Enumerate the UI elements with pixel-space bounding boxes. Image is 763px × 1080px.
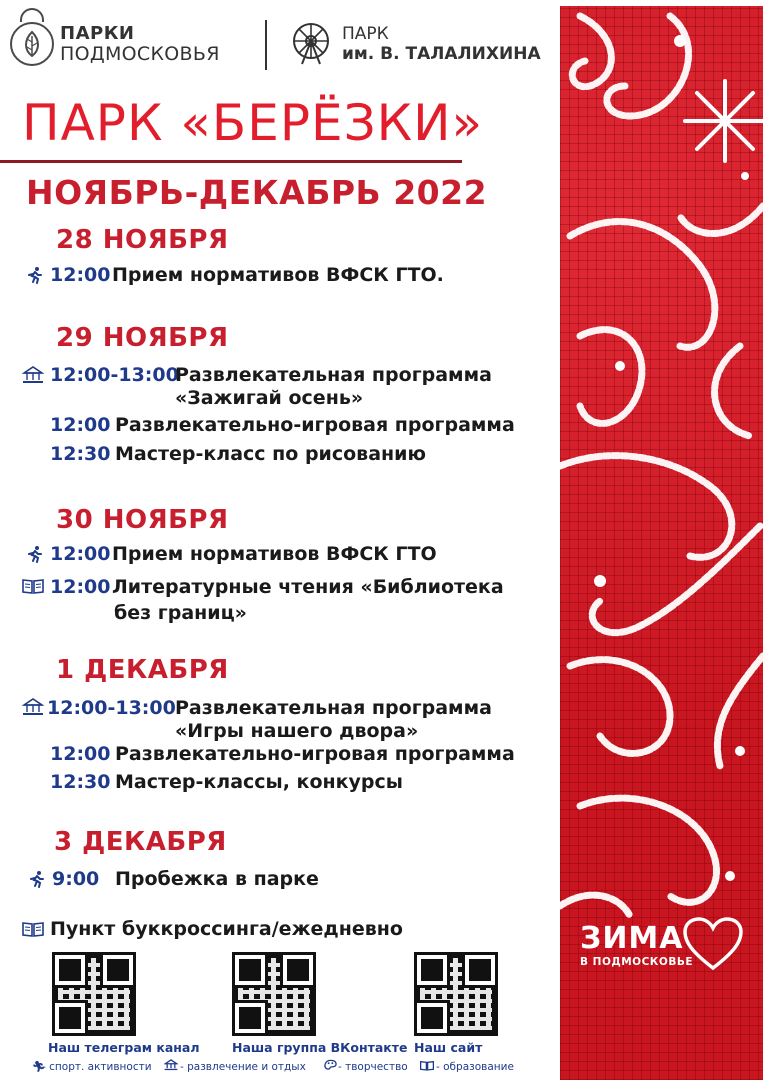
event-time: 12:00-13:00 <box>47 697 176 719</box>
running-icon <box>28 870 46 888</box>
book-icon <box>420 1060 434 1074</box>
event-text-cont: без границ» <box>114 602 247 624</box>
carousel-icon <box>22 698 44 716</box>
event-text: Пробежка в парке <box>115 868 319 890</box>
qr-code-site[interactable] <box>414 952 498 1036</box>
zima-line2: В ПОДМОСКОВЬЕ <box>580 956 693 968</box>
heart-icon <box>682 916 744 976</box>
qr-code-vk[interactable] <box>232 952 316 1036</box>
palette-icon <box>324 1059 337 1074</box>
event-time: 12:00-13:00 <box>50 364 179 386</box>
brand-line1: ПАРКИ <box>60 23 135 44</box>
page-subtitle: НОЯБРЬ-ДЕКАБРЬ 2022 <box>26 173 488 212</box>
legend-label: - развлечение и отдых <box>180 1061 306 1073</box>
header-divider <box>265 20 267 70</box>
brand-block <box>60 24 220 64</box>
event-text-cont: «Зажигай осень» <box>175 387 364 409</box>
event-text: Прием нормативов ВФСК ГТО. <box>112 264 444 286</box>
day-date: 30 НОЯБРЯ <box>56 505 229 535</box>
legend-label: - образование <box>436 1061 514 1073</box>
event-time: 12:00 <box>50 576 111 598</box>
parki-logo-top-icon <box>20 8 44 22</box>
carousel-icon <box>22 366 44 384</box>
event-text: Литературные чтения «Библиотека <box>112 576 504 598</box>
park-block <box>342 24 541 64</box>
carousel-icon <box>164 1059 178 1074</box>
event-time: 12:30 <box>50 771 111 793</box>
book-icon <box>22 578 44 594</box>
event-text-cont: «Игры нашего двора» <box>175 720 419 742</box>
header <box>0 0 560 80</box>
legend-label: - творчество <box>338 1061 408 1073</box>
day-date: 1 ДЕКАБРЯ <box>56 655 229 685</box>
parki-logo-icon <box>10 22 54 66</box>
event-text: Мастер-классы, конкурсы <box>115 771 403 793</box>
event-time: 12:00 <box>50 743 111 765</box>
running-icon <box>26 266 44 284</box>
qr-caption-site: Наш сайт <box>414 1040 483 1055</box>
title-underline <box>0 160 462 163</box>
event-text: Мастер-класс по рисованию <box>115 443 426 465</box>
legend <box>32 1060 542 1076</box>
brand-line2: ПОДМОСКОВЬЯ <box>60 43 220 65</box>
event-time: 9:00 <box>52 868 100 890</box>
qr-caption-vk: Наша группа ВКонтакте <box>232 1040 408 1055</box>
event-time: 12:00 <box>50 414 111 436</box>
qr-code-telegram[interactable] <box>52 952 136 1036</box>
day-date: 29 НОЯБРЯ <box>56 323 229 353</box>
day-date: 3 ДЕКАБРЯ <box>54 827 227 857</box>
event-text: Прием нормативов ВФСК ГТО <box>112 543 437 565</box>
day-date: 28 НОЯБРЯ <box>56 225 229 255</box>
event-text: Развлекательно-игровая программа <box>115 414 515 436</box>
qr-caption-telegram: Наш телеграм канал <box>48 1040 200 1055</box>
event-time: 12:00 <box>50 264 111 286</box>
event-time: 12:30 <box>50 443 111 465</box>
ferris-wheel-icon <box>288 20 334 66</box>
event-text: Развлекательная программа <box>175 364 492 386</box>
park-line1: ПАРК <box>342 24 389 44</box>
running-icon: 🏃︎ <box>32 1061 46 1073</box>
decorative-mosaic-panel <box>560 6 763 1080</box>
event-text: Развлекательно-игровая программа <box>115 743 515 765</box>
legend-label: - спорт. активности <box>42 1061 152 1073</box>
zima-line1: ЗИМА <box>580 921 684 956</box>
zima-logo <box>580 921 693 968</box>
running-icon <box>26 545 44 563</box>
event-time: 12:00 <box>50 543 111 565</box>
bookcrossing-text: Пункт буккроссинга/ежедневно <box>50 918 403 940</box>
park-line2: им. В. ТАЛАЛИХИНА <box>342 44 541 64</box>
book-icon <box>22 921 44 937</box>
page-title: ПАРК «БЕРЁЗКИ» <box>22 94 484 152</box>
event-text: Развлекательная программа <box>175 697 492 719</box>
